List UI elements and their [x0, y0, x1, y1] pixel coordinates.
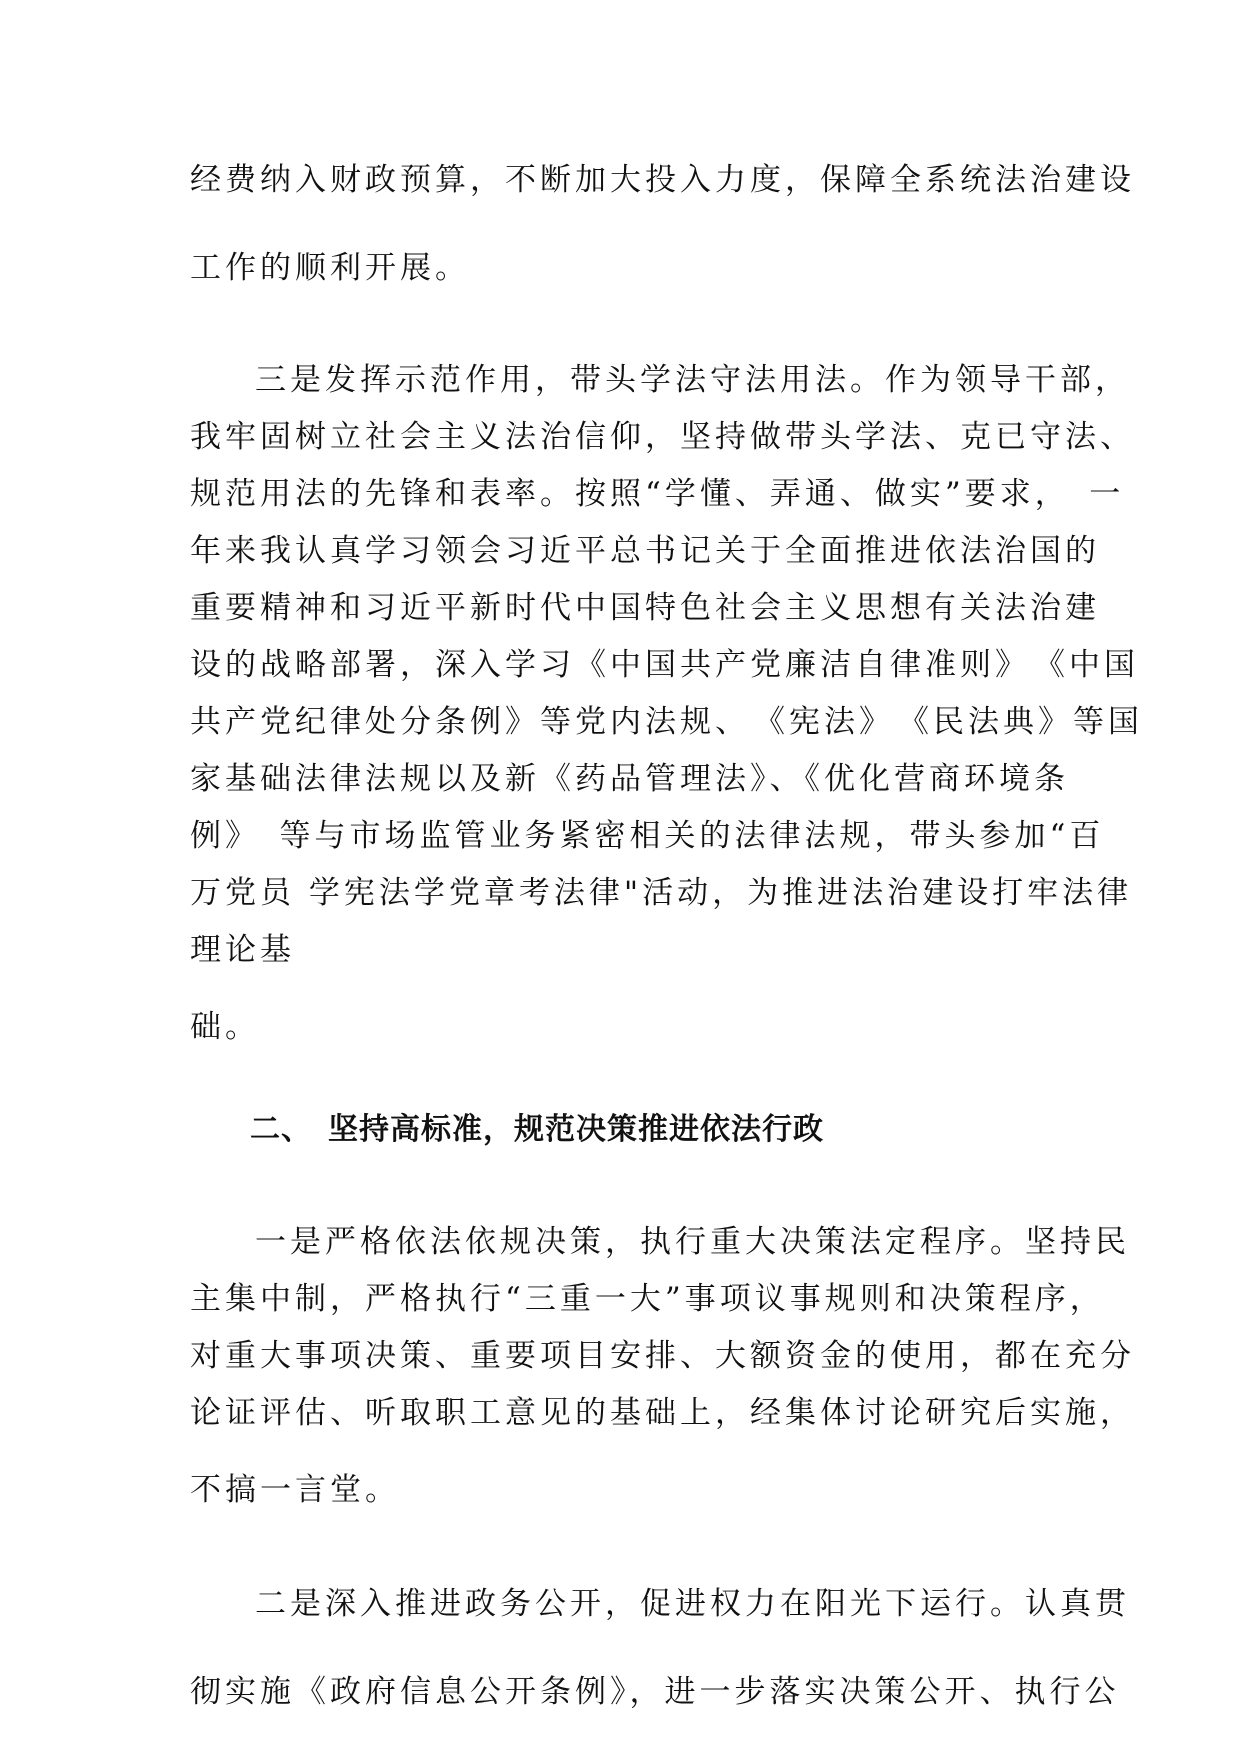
text-line: 万党员 学宪法学党章考法律"活动，为推进法治建设打牢法律	[190, 875, 1133, 911]
text-line: 家基础法律法规以及新《药品管理法》、《优化营商环境条	[190, 761, 1069, 797]
text-line: 三是发挥示范作用，带头学法守法用法。作为领导干部，	[255, 362, 1130, 398]
text-line: 论证评估、听取职工意见的基础上，经集体讨论研究后实施，	[190, 1395, 1135, 1431]
text-line: 规范用法的先锋和表率。按照“学懂、弄通、做实”要求， 一	[190, 476, 1125, 512]
text-line: 共产党纪律处分条例》等党内法规、 《宪法》 《民法典》等国	[190, 704, 1143, 740]
text-line: 经费纳入财政预算，不断加大投入力度，保障全系统法治建设	[190, 162, 1135, 198]
text-line: 主集中制，严格执行“三重一大”事项议事规则和决策程序，	[190, 1281, 1105, 1317]
section-heading: 二、 坚持高标准，规范决策推进依法行政	[250, 1112, 824, 1147]
text-line: 例》 等与市场监管业务紧密相关的法律法规，带头参加“百	[190, 818, 1105, 854]
text-line: 理论基	[190, 932, 295, 968]
text-line: 一是严格依法依规决策，执行重大决策法定程序。坚持民	[255, 1224, 1130, 1260]
text-line: 二是深入推进政务公开，促进权力在阳光下运行。认真贯	[255, 1586, 1130, 1622]
text-line: 不搞一言堂。	[190, 1472, 400, 1508]
text-line: 我牢固树立社会主义法治信仰，坚持做带头学法、克已守法、	[190, 419, 1135, 455]
text-line: 重要精神和习近平新时代中国特色社会主义思想有关法治建	[190, 590, 1100, 626]
text-line: 工作的顺利开展。	[190, 250, 470, 286]
text-line: 设的战略部署，深入学习《中国共产党廉洁自律准则》 《中国	[190, 647, 1139, 683]
text-line: 础。	[190, 1009, 260, 1045]
text-line: 彻实施《政府信息公开条例》，进一步落实决策公开、执行公	[190, 1674, 1120, 1710]
text-line: 年来我认真学习领会习近平总书记关于全面推进依法治国的	[190, 533, 1100, 569]
text-line: 对重大事项决策、重要项目安排、大额资金的使用，都在充分	[190, 1338, 1135, 1374]
